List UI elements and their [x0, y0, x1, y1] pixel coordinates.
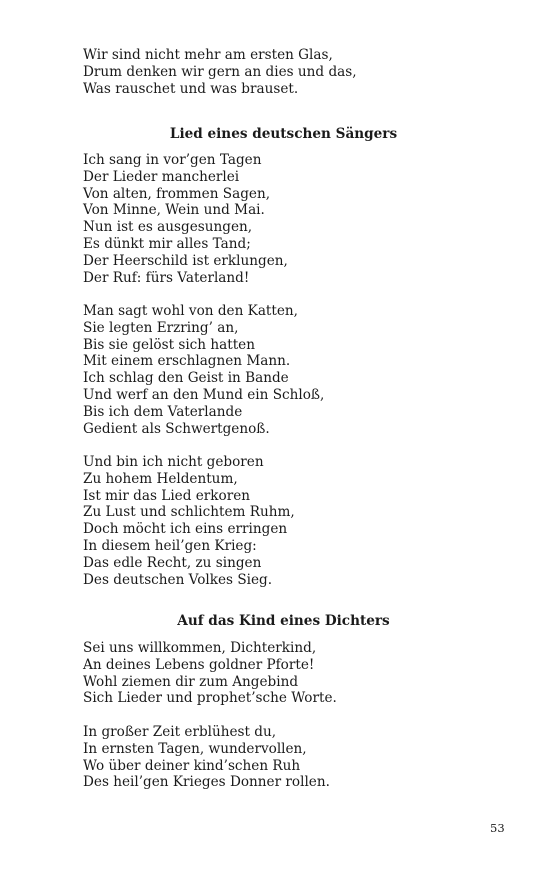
verse-line: Und werf an den Mund ein Schloß, [83, 386, 325, 403]
verse-line: Doch möcht ich eins erringen [83, 521, 288, 538]
verse-line: Was rauschet und was brauset. [83, 80, 299, 97]
verse-line: Sei uns willkommen, Dichterkind, [83, 640, 317, 656]
verse-line: Sich Lieder und prophet’sche Worte. [83, 690, 337, 707]
verse-line: Von Minne, Wein und Mai. [83, 202, 265, 219]
verse-line: Nun ist es ausgesungen, [83, 219, 253, 236]
poem-stanza [83, 640, 337, 707]
verse-line: Wir sind nicht mehr am ersten Glas, [83, 47, 333, 63]
verse-line: Gedient als Schwertgenoß. [83, 420, 270, 437]
verse-line: Zu Lust und schlichtem Ruhm, [83, 504, 295, 521]
verse-line: Ich schlag den Geist in Bande [83, 370, 289, 387]
verse-line: Der Ruf: fürs Vaterland! [83, 269, 250, 286]
page-number: 53 [490, 821, 505, 835]
verse-line: Bis sie gelöst sich hatten [83, 336, 255, 353]
verse-line: Mit einem erschlagnen Mann. [83, 353, 291, 370]
poem-title: Lied eines deutschen Sängers [169, 126, 398, 142]
poem-title: Auf das Kind eines Dichters [177, 613, 390, 629]
poem-stanza [83, 454, 295, 588]
verse-line: Wo über deiner kind’schen Ruh [83, 757, 301, 774]
verse-line: Wohl ziemen dir zum Angebind [83, 673, 299, 690]
verse-line: In großer Zeit erblühest du, [83, 724, 277, 740]
verse-line: In diesem heil’gen Krieg: [83, 537, 257, 554]
verse-line: Der Heerschild ist erklungen, [83, 252, 288, 269]
poem-stanza [83, 152, 288, 286]
verse-line: Das edle Recht, zu singen [83, 554, 262, 571]
verse-line: Man sagt wohl von den Katten, [83, 303, 298, 319]
verse-line: Ich sang in vor’gen Tagen [83, 152, 262, 168]
verse-line: In ernsten Tagen, wundervollen, [83, 740, 307, 757]
verse-line: An deines Lebens goldner Pforte! [83, 656, 315, 673]
verse-line: Der Lieder mancherlei [83, 168, 240, 185]
poem-stanza [83, 303, 324, 437]
poem-stanza [83, 724, 330, 791]
verse-line: Und bin ich nicht geboren [83, 454, 264, 470]
verse-line: Ist mir das Lied erkoren [83, 487, 250, 504]
poem-stanza [83, 47, 357, 97]
verse-line: Sie legten Erzring’ an, [83, 319, 239, 336]
verse-line: Zu hohem Heldentum, [83, 470, 238, 487]
verse-line: Des heil’gen Krieges Donner rollen. [83, 774, 330, 791]
verse-line: Drum denken wir gern an dies und das, [83, 63, 357, 80]
verse-line: Es dünkt mir alles Tand; [83, 235, 251, 252]
verse-line: Von alten, frommen Sagen, [83, 185, 271, 202]
verse-line: Des deutschen Volkes Sieg. [83, 571, 273, 588]
verse-line: Bis ich dem Vaterlande [83, 403, 243, 420]
